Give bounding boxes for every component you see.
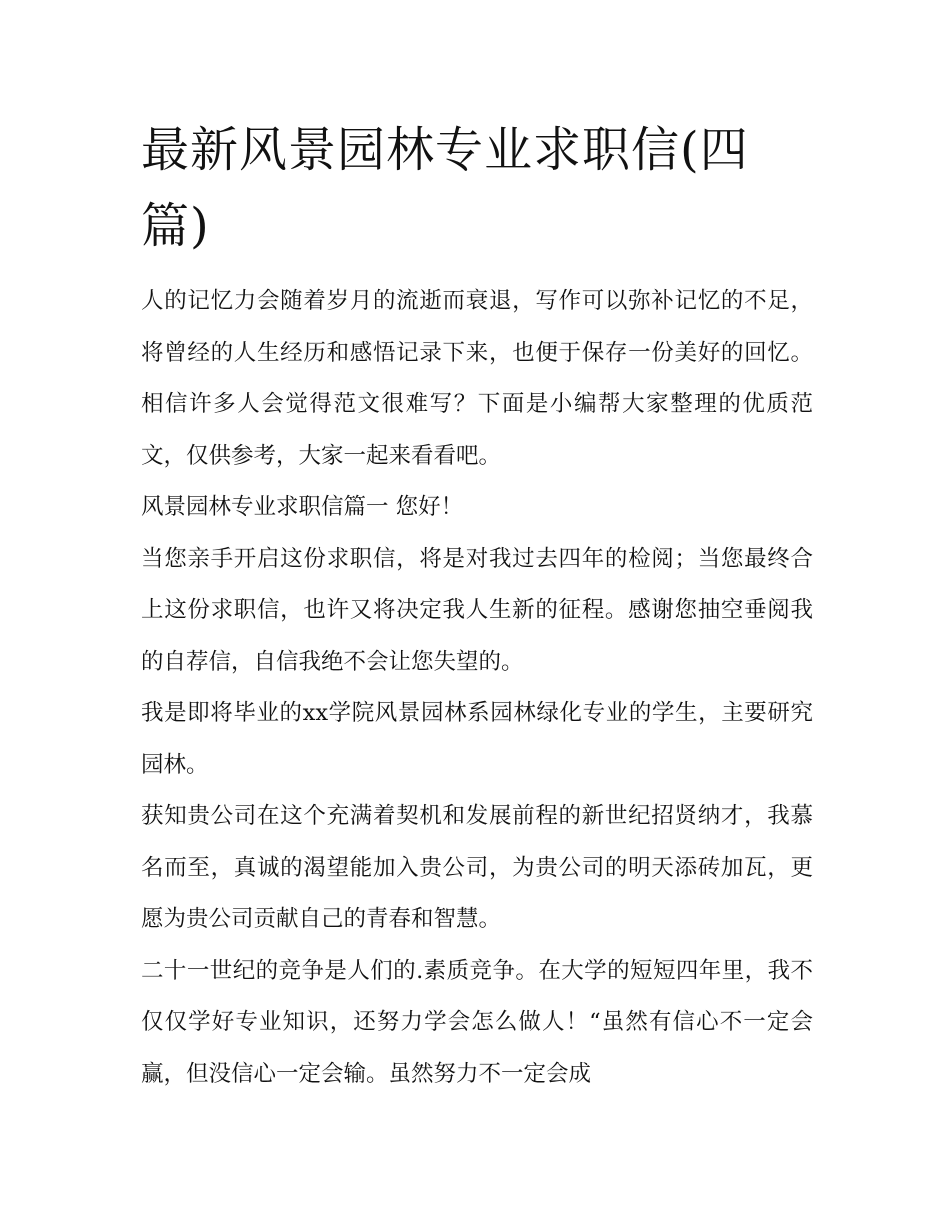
paragraph-intro: 人的记忆力会随着岁月的流逝而衰退，写作可以弥补记忆的不足，将曾经的人生经历和感悟记录下来，也便于保存一份美好的回忆。相信许多人会觉得范文很难写？下面是小编帮大家整理的优质范文，仅供参考，大家一起来看看吧。 — [141, 288, 813, 469]
paragraph-section-heading: 风景园林专业求职信篇一 您好！ — [141, 494, 464, 520]
document-title: 最新风景园林专业求职信(四篇) — [141, 122, 749, 254]
document-body — [141, 276, 813, 1100]
paragraph-competition: 二十一世纪的竞争是人们的.素质竞争。在大学的短短四年里，我不仅仅学好专业知识，还努力学会怎么做人！“虽然有信心不一定会赢，但没信心一定会输。虽然努力不一定会成 — [141, 957, 813, 1087]
paragraph-opening: 当您亲手开启这份求职信，将是对我过去四年的检阅；当您最终合上这份求职信，也许又将决定我人生新的征程。感谢您抽空垂阅我的自荐信，自信我绝不会让您失望的。 — [141, 545, 813, 675]
paragraph-self-intro: 我是即将毕业的xx学院风景园林系园林绿化专业的学生，主要研究园林。 — [141, 700, 813, 778]
paragraph-motivation: 获知贵公司在这个充满着契机和发展前程的新世纪招贤纳才，我慕名而至，真诚的渴望能加入贵公司，为贵公司的明天添砖加瓦，更愿为贵公司贡献自己的青春和智慧。 — [141, 803, 813, 932]
